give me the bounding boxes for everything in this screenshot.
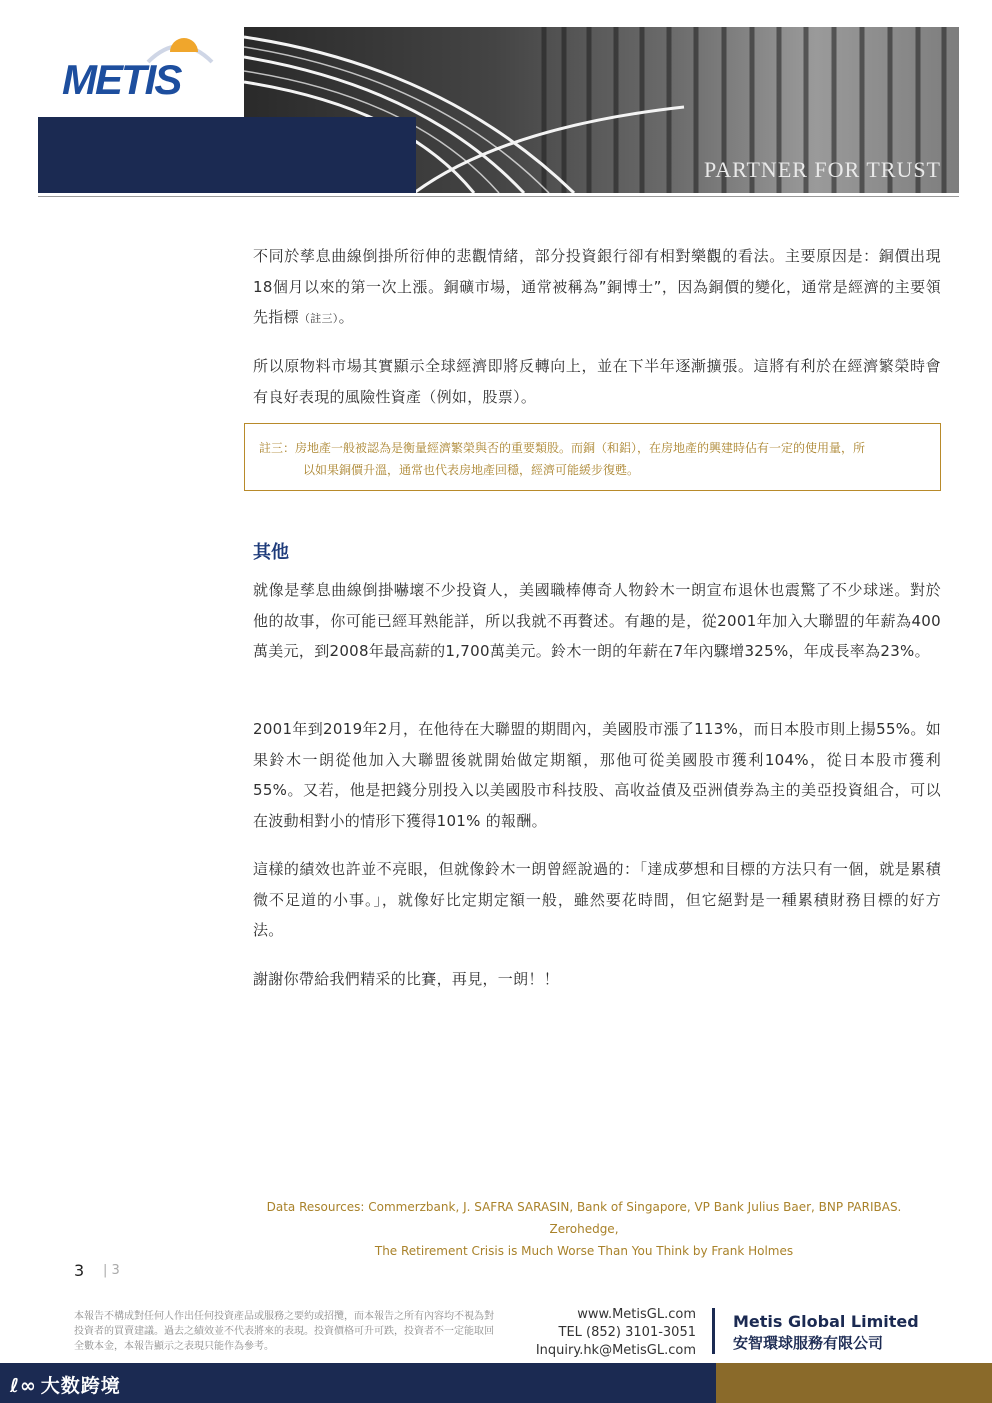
paragraph-1-end: 。 (338, 308, 354, 326)
footnote-box (244, 423, 941, 491)
header-divider (38, 196, 959, 197)
watermark (10, 1371, 121, 1398)
watermark-logo-icon: ℓ∞ (10, 1375, 37, 1397)
website-link[interactable]: www.MetisGL.com (577, 1307, 696, 1322)
paragraph-4: 2001年到2019年2月，在他待在大聯盟的期間內，美國股市漲了113%，而日本股市則上揚55%。如果鈴木一朗從他加入大聯盟後就開始做定期額，那他可從美國股市獲利104%，從日本股市獲利55%。又若，他是把錢分別投入以美國股市科技股、高收益債及亞洲債券為主的美亞投資組合，可以在波動相對小的情形下獲得101% 的報酬。 (253, 720, 941, 830)
phone-number: TEL (852) 3101-3051 (558, 1325, 696, 1340)
contact-info (520, 1306, 696, 1360)
metis-logo (40, 34, 240, 114)
sources-line-1: Data Resources: Commerzbank, J. SAFRA SARASIN, Bank of Singapore, VP Bank Julius Baer, BNP PARIBAS. Zerohedge, (266, 1200, 902, 1236)
sources-line-2: The Retirement Crisis is Much Worse Than You Think by Frank Holmes (374, 1244, 794, 1258)
footnote-line-1: 註三：房地產一般被認為是衡量經濟繁榮與否的重要類股。而銅（和鋁），在房地產的興建時佔有一定的使用量，所 (259, 441, 866, 455)
paragraph-5: 這樣的績效也許並不亮眼，但就像鈴木一朗曾經說過的：「達成夢想和目標的方法只有一個，就是累積微不足道的小事。」，就像好比定期定額一般，雖然要花時間，但它絕對是一種累積財務目標的好方法。 (253, 860, 941, 939)
footer-divider (712, 1308, 715, 1354)
company-name-zh: 安智環球服務有限公司 (733, 1334, 884, 1352)
paragraph-1 (253, 241, 941, 335)
logo-text: METIS (62, 56, 181, 103)
email-link[interactable]: Inquiry.hk@MetisGL.com (535, 1343, 696, 1358)
tagline: PARTNER FOR TRUST (704, 157, 941, 182)
company-name (733, 1311, 919, 1353)
company-name-en: Metis Global Limited (733, 1312, 919, 1331)
paragraph-2: 所以原物料市場其實顯示全球經濟即將反轉向上，並在下半年逐漸擴張。這將有利於在經濟繁榮時會有良好表現的風險性資產（例如，股票）。 (253, 357, 941, 406)
page-number-secondary: | 3 (103, 1263, 120, 1278)
page-number: 3 (74, 1261, 85, 1280)
note-reference: （註三） (298, 312, 339, 325)
section-title: 其他 (253, 542, 289, 563)
paragraph-6: 謝謝你帶給我們精采的比賽，再見，一朗！！ (253, 970, 560, 988)
data-sources (244, 1196, 924, 1262)
watermark-text: 大数跨境 (40, 1375, 121, 1397)
paragraph-3: 就像是孳息曲線倒掛嚇壞不少投資人，美國職棒傳奇人物鈴木一朗宣布退休也震驚了不少球迷。對於他的故事，你可能已經耳熟能詳，所以我就不再贅述。有趣的是，從2001年加入大聯盟的年薪為400萬美元，到2008年最高薪的1,700萬美元。鈴木一朗的年薪在7年內驟增325%，年成長率為23%。 (253, 581, 941, 660)
footer-gold-band (716, 1363, 992, 1403)
paragraph-1-text: 不同於孳息曲線倒掛所衍伸的悲觀情緒，部分投資銀行卻有相對樂觀的看法。主要原因是：銅價出現18個月以來的第一次上漲。銅礦市場，通常被稱為”銅博士”，因為銅價的變化，通常是經濟的主要領先指標 (253, 247, 941, 326)
footnote-line-2: 以如果銅價升溫，通常也代表房地產回穩，經濟可能緩步復甦。 (303, 463, 640, 477)
disclaimer: 本報告不構成對任何人作出任何投資產品或服務之要約或招攬，而本報告之所有內容均不視為對投資者的買賣建議。過去之績效並不代表將來的表現。投資價格可升可跌，投資者不一定能取回全數本金，本報告顯示之表現只能作為參考。 (74, 1311, 494, 1352)
header-banner-image (244, 27, 959, 193)
header-navy-overlap (244, 117, 416, 193)
